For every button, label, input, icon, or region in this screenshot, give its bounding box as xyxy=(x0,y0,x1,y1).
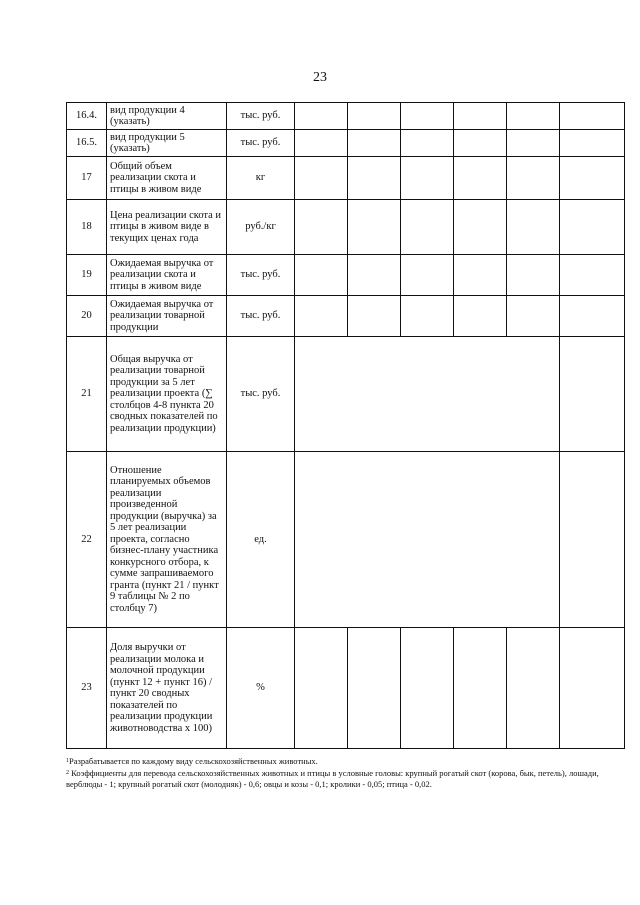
footnote-2 xyxy=(66,768,626,791)
empty-cell xyxy=(560,130,625,157)
footnotes xyxy=(66,756,626,791)
empty-cell xyxy=(507,255,560,296)
row-number: 21 xyxy=(67,337,107,452)
table-row xyxy=(67,628,625,749)
indicators-table xyxy=(66,102,625,749)
empty-cell xyxy=(560,255,625,296)
table-row xyxy=(67,200,625,255)
empty-cell xyxy=(507,130,560,157)
merged-value-cell xyxy=(295,337,560,452)
page-number: 23 xyxy=(313,70,327,85)
row-description: Ожидаемая выручка от реализации товарной продукции xyxy=(107,296,227,337)
empty-cell xyxy=(454,200,507,255)
empty-cell xyxy=(560,103,625,130)
empty-cell xyxy=(560,296,625,337)
row-description: Общий объем реализации скота и птицы в живом виде xyxy=(107,157,227,200)
row-number: 20 xyxy=(67,296,107,337)
row-number: 16.4. xyxy=(67,103,107,130)
table-row xyxy=(67,296,625,337)
empty-cell xyxy=(507,628,560,749)
row-unit: руб./кг xyxy=(227,200,295,255)
empty-cell xyxy=(348,296,401,337)
empty-cell xyxy=(454,296,507,337)
row-unit: тыс. руб. xyxy=(227,296,295,337)
empty-cell xyxy=(295,296,348,337)
footnote-1 xyxy=(66,756,626,768)
empty-cell xyxy=(401,130,454,157)
empty-cell xyxy=(560,200,625,255)
row-description: Ожидаемая выручка от реализации скота и птицы в живом виде xyxy=(107,255,227,296)
empty-cell xyxy=(454,157,507,200)
empty-cell xyxy=(348,200,401,255)
row-description: вид продукции 4 (указать) xyxy=(107,103,227,130)
row-number: 18 xyxy=(67,200,107,255)
row-unit: тыс. руб. xyxy=(227,130,295,157)
footnote-mark: 2 xyxy=(66,769,69,776)
empty-cell xyxy=(507,103,560,130)
row-description: вид продукции 5 (указать) xyxy=(107,130,227,157)
row-unit: ед. xyxy=(227,452,295,628)
empty-cell xyxy=(295,157,348,200)
empty-cell xyxy=(295,103,348,130)
empty-cell xyxy=(507,157,560,200)
table-row xyxy=(67,255,625,296)
row-unit: тыс. руб. xyxy=(227,337,295,452)
row-description: Общая выручка от реализации товарной продукции за 5 лет реализации проекта (∑ столбцов 4-8 пункта 20 сводных показателей по реализации продукции) xyxy=(107,337,227,452)
row-number: 19 xyxy=(67,255,107,296)
table-row xyxy=(67,157,625,200)
empty-cell xyxy=(348,157,401,200)
table-row xyxy=(67,452,625,628)
row-unit: тыс. руб. xyxy=(227,103,295,130)
empty-cell xyxy=(454,628,507,749)
empty-cell xyxy=(348,628,401,749)
empty-cell xyxy=(348,130,401,157)
empty-cell xyxy=(560,157,625,200)
table-row xyxy=(67,337,625,452)
row-description: Доля выручки от реализации молока и молочной продукции (пункт 12 + пункт 16) / пункт 20 сводных показателей по реализации продукции животноводства х 100) xyxy=(107,628,227,749)
empty-cell xyxy=(295,255,348,296)
empty-cell xyxy=(560,452,625,628)
footnote-mark: 1 xyxy=(66,758,69,764)
empty-cell xyxy=(295,628,348,749)
merged-value-cell xyxy=(295,452,560,628)
footnote-text: Коэффициенты для перевода сельскохозяйственных животных и птицы в условные головы: крупный рогатый скот (корова, бык, петель), лошади, верблюды - 1; крупный рогатый скот (молодняк) - 0,6; овцы и козы - 0,1; кролики - 0,05; птица - 0,02. xyxy=(66,767,599,789)
empty-cell xyxy=(295,200,348,255)
empty-cell xyxy=(401,103,454,130)
empty-cell xyxy=(560,628,625,749)
row-unit: тыс. руб. xyxy=(227,255,295,296)
row-number: 23 xyxy=(67,628,107,749)
empty-cell xyxy=(401,296,454,337)
row-unit: % xyxy=(227,628,295,749)
empty-cell xyxy=(454,103,507,130)
empty-cell xyxy=(507,296,560,337)
row-number: 17 xyxy=(67,157,107,200)
empty-cell xyxy=(401,628,454,749)
row-description: Цена реализации скота и птицы в живом виде в текущих ценах года xyxy=(107,200,227,255)
empty-cell xyxy=(348,103,401,130)
empty-cell xyxy=(401,200,454,255)
empty-cell xyxy=(560,337,625,452)
empty-cell xyxy=(507,200,560,255)
empty-cell xyxy=(401,157,454,200)
empty-cell xyxy=(295,130,348,157)
table-row xyxy=(67,103,625,130)
table-row xyxy=(67,130,625,157)
row-description: Отношение планируемых объемов реализации произведенной продукции (выручка) за 5 лет реализации проекта, согласно бизнес-плану участника конкурсного отбора, к сумме запрашиваемого гранта (пункт 21 / пункт 9 таблицы № 2 по столбцу 7) xyxy=(107,452,227,628)
row-number: 22 xyxy=(67,452,107,628)
footnote-text: Разрабатывается по каждому виду сельскохозяйственных животных. xyxy=(69,756,318,766)
empty-cell xyxy=(401,255,454,296)
row-number: 16.5. xyxy=(67,130,107,157)
empty-cell xyxy=(348,255,401,296)
empty-cell xyxy=(454,130,507,157)
empty-cell xyxy=(454,255,507,296)
row-unit: кг xyxy=(227,157,295,200)
